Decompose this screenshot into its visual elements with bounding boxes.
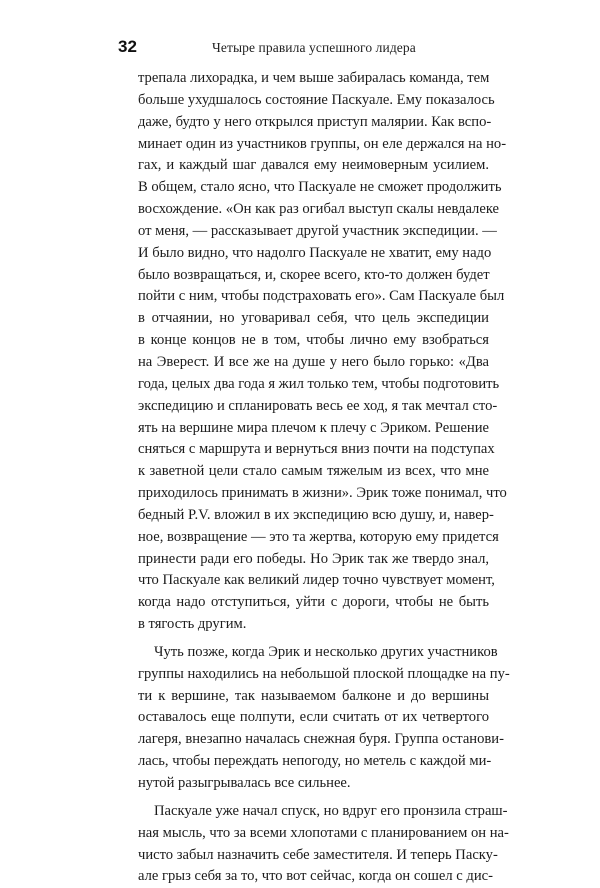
text-line: в тягость другим. — [138, 616, 247, 633]
text-line: экспедицию и спланировать весь ее ход, я так мечтал сто- — [138, 397, 498, 414]
body-text — [138, 68, 510, 888]
text-line: оставалось еще полпути, если считать от их четвертого — [138, 709, 489, 726]
text-line: чисто забыл назначить себе заместителя. И теперь Паску- — [138, 846, 498, 863]
text-line: ное, возвращение — это та жертва, которую ему придется — [138, 528, 499, 545]
text-line: на Эверест. И все же на душе у него было горько: «Два — [138, 353, 489, 370]
page-number: 32 — [118, 37, 137, 56]
text-line: минает один из участников группы, он еле держался на но- — [138, 135, 507, 152]
text-line: к заветной цели стало самым тяжелым из всех, что мне — [138, 463, 489, 480]
text-line: в отчаянии, но уговаривал себя, что цель экспедиции — [138, 310, 489, 327]
text-line: пойти с ним, чтобы подстраховать его». Сам Паскуале был — [138, 288, 505, 305]
text-line: было возвращаться, и, скорее всего, кто-то должен будет — [138, 266, 490, 283]
text-line: ная мысль, что за всеми хлопотами с планированием он на- — [138, 824, 509, 841]
text-line: ти к вершине, так называемом балконе и до вершины — [138, 687, 489, 704]
text-line: И было видно, что надолго Паскуале не хватит, ему надо — [138, 244, 492, 261]
text-line: гах, и каждый шаг давался ему неимоверным усилием. — [138, 157, 489, 174]
text-line: года, целых два года я жил только тем, чтобы подготовить — [138, 375, 500, 392]
text-line: восхождение. «Он как раз огибал выступ скалы невдалеке — [138, 201, 500, 218]
page-header — [118, 37, 488, 61]
text-line: когда надо отступиться, уйти с дороги, чтобы не быть — [138, 594, 489, 611]
text-line: трепала лихорадка, и чем выше забиралась команда, тем — [138, 70, 490, 86]
text-line: лась, чтобы переждать непогоду, но метель с каждой ми- — [138, 753, 492, 770]
text-line: лагеря, внезапно началась снежная буря. Группа останови- — [138, 731, 504, 748]
text-line: В общем, стало ясно, что Паскуале не сможет продолжить — [138, 179, 502, 196]
text-line: сняться с маршрута и вернуться вниз почти на подступах — [138, 441, 495, 458]
paragraph-3 — [138, 801, 509, 888]
paragraph-2 — [138, 642, 510, 795]
text-line: группы находились на небольшой плоской площадке на пу- — [138, 665, 510, 682]
text-line: ять на вершине мира плечом к плечу с Эриком. Решение — [138, 419, 490, 436]
text-line: что Паскуале как великий лидер точно чувствует момент, — [138, 572, 495, 589]
text-line: приходилось принимать в жизни». Эрик тоже понимал, что — [138, 485, 507, 502]
text-line: нутой разыгрывалась все сильнее. — [138, 775, 351, 791]
text-line: Чуть позже, когда Эрик и несколько других участников — [154, 643, 498, 660]
text-line: больше ухудшалось состояние Паскуале. Ему показалось — [138, 91, 495, 108]
text-line: принести ради его победы. Но Эрик так же твердо знал, — [138, 550, 489, 567]
text-line: але грыз себя за то, что вот сейчас, когда он сошел с дис- — [138, 868, 493, 885]
text-line: от меня, — рассказывает другой участник экспедиции. — — [138, 222, 497, 239]
text-line: в конце концов не в том, чтобы лично ему взобраться — [138, 332, 489, 349]
text-line: бедный P.V. вложил в их экспедицию всю душу, и, навер- — [138, 506, 494, 523]
text-line: даже, будто у него открылся приступ малярии. Как вспо- — [138, 113, 492, 130]
paragraph-1 — [138, 68, 507, 636]
text-line: Паскуале уже начал спуск, но вдруг его пронзила страш- — [154, 802, 508, 819]
running-title: Четыре правила успешного лидера — [212, 40, 416, 55]
